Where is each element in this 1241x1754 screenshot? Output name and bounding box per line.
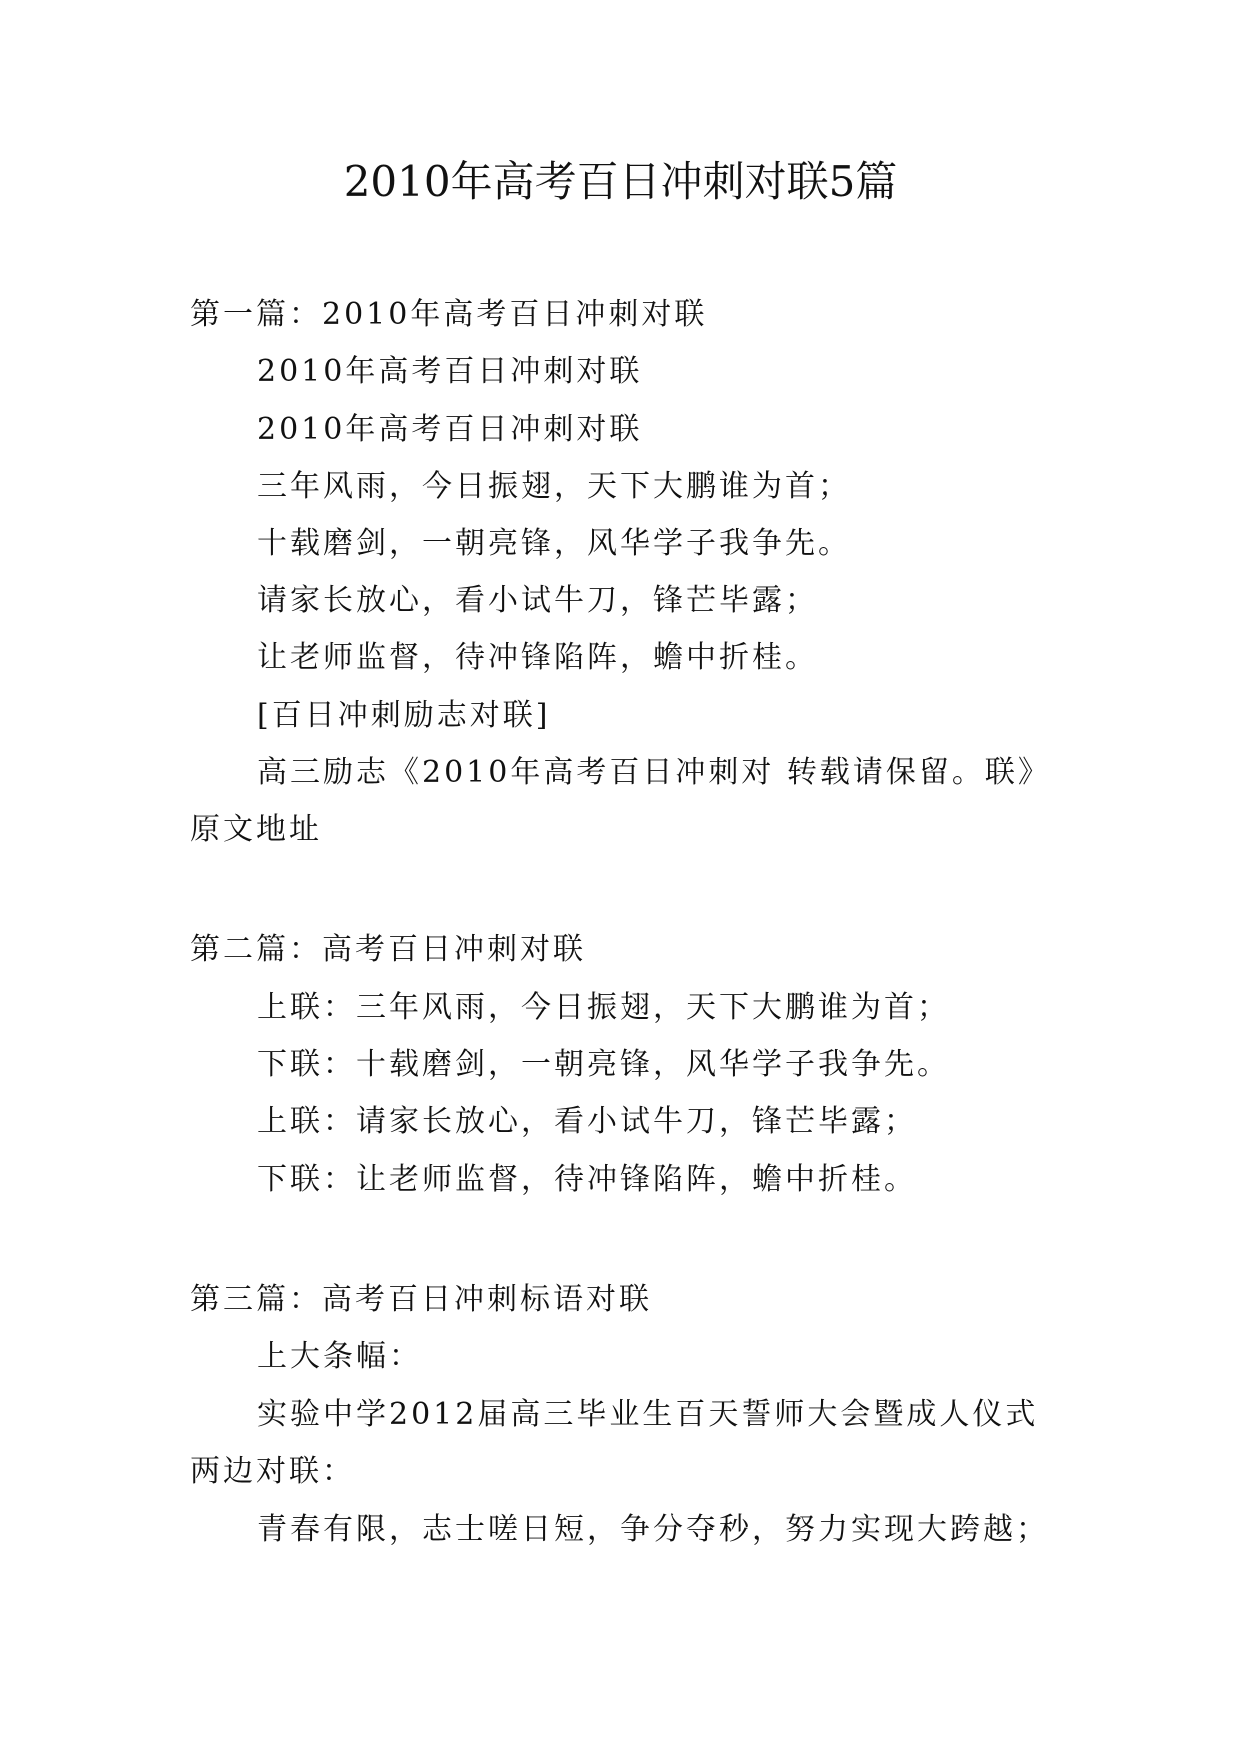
paragraph-continuation: 两边对联： [190,1454,355,1489]
section-heading: 第二篇：高考百日冲刺对联 [190,932,586,967]
section-heading: 第三篇：高考百日冲刺标语对联 [190,1282,652,1317]
paragraph-line: 下联：十载磨剑，一朝亮锋，风华学子我争先。 [257,1047,950,1082]
paragraph-line: 三年风雨，今日振翅，天下大鹏谁为首； [257,469,851,504]
paragraph-line: 2010年高考百日冲刺对联 [257,354,643,389]
paragraph-line: 让老师监督，待冲锋陷阵，蟾中折桂。 [257,640,818,675]
paragraph-line: 上联：三年风雨，今日振翅，天下大鹏谁为首； [257,990,950,1025]
section-heading: 第一篇：2010年高考百日冲刺对联 [190,297,708,332]
paragraph-line: 高三励志《2010年高考百日冲刺对 转载请保留。联》 [257,755,1051,790]
paragraph-line: 上联：请家长放心，看小试牛刀，锋芒毕露； [257,1104,917,1139]
paragraph-line: 实验中学2012届高三毕业生百天誓师大会暨成人仪式 [257,1397,1039,1432]
paragraph-continuation: 原文地址 [190,812,322,847]
paragraph-line: 请家长放心，看小试牛刀，锋芒毕露； [257,583,818,618]
paragraph-line: 青春有限，志士嗟日短，争分夺秒，努力实现大跨越； [257,1512,1049,1547]
paragraph-line: 2010年高考百日冲刺对联 [257,412,643,447]
document-title: 2010年高考百日冲刺对联5篇 [343,157,898,206]
paragraph-line: 下联：让老师监督，待冲锋陷阵，蟾中折桂。 [257,1162,917,1197]
paragraph-line: 上大条幅： [257,1339,422,1374]
paragraph-line: [百日冲刺励志对联] [257,698,551,733]
paragraph-line: 十载磨剑，一朝亮锋，风华学子我争先。 [257,526,851,561]
